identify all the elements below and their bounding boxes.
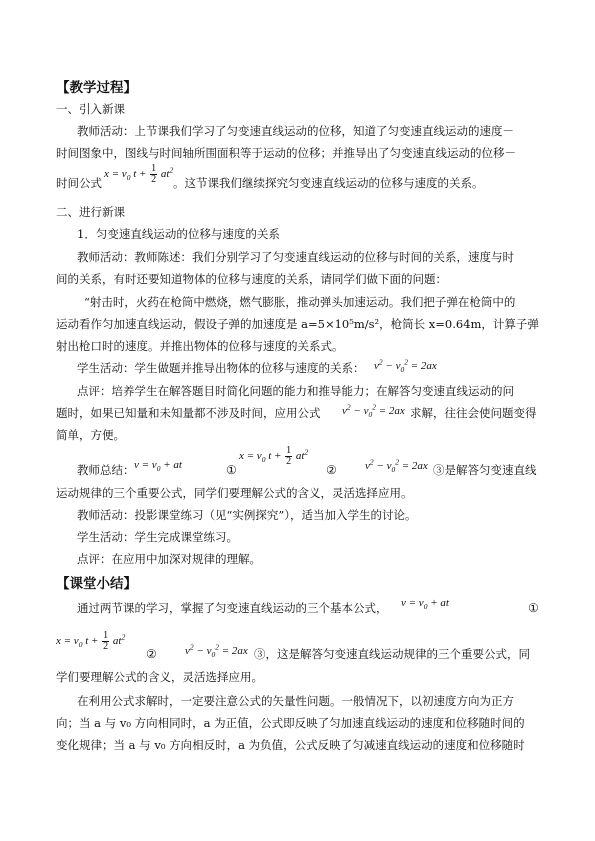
intro-line-3-prefix: 时间公式 (56, 176, 102, 190)
formula-displacement-time: $x = v_0$ t + $\frac{1}{2}$ $at^2$ (104, 163, 174, 185)
intro-line-3-suffix: 。这节课我们继续探究匀变速直线运动的位移与速度的关系。 (173, 176, 484, 190)
comment-line-2-prefix: 题时，如果已知量和未知量都不涉及时间，应用公式 (56, 406, 321, 420)
vector-line-1: 在利用公式求解时，一定要注意公式的矢量性问题。一般情况下，以初速度方向为正方 (77, 694, 514, 708)
teacher-activity-line-1: 教师活动：教师陈述：我们分别学习了匀变速直线运动的位移与时间的关系，速度与时 (77, 250, 514, 264)
formula-velocity-displacement-3: $v^2 - v_0^2 = 2ax$ (185, 642, 248, 660)
comment-line-3: 简单，方便。 (56, 428, 125, 442)
conclusion-mark-2: ② (146, 647, 157, 661)
formula-displacement-time-3: $x = v_0$ t + $\frac{1}{2}$ $at^2$ (56, 630, 126, 652)
formula-velocity-displacement: $v^2 - v_0^2 = 2ax$ (374, 357, 437, 375)
formula-velocity-time: $v = v_0$ + at (134, 459, 182, 474)
conclusion-line-2-suffix: ③，这是解答匀变速直线运动规律的三个重要公式，同 (254, 647, 530, 661)
conclusion-mark-1: ① (528, 601, 539, 615)
intro-line-1: 教师活动：上节课我们学习了匀变速直线运动的位移，知道了匀变速直线运动的速度－ (77, 124, 514, 138)
section-intro-title: 一、引入新课 (56, 102, 125, 116)
formula-mark-2: ② (326, 463, 337, 477)
student-activity-line: 学生活动：学生做题并推导出物体的位移与速度的关系： (77, 361, 365, 375)
conclusion-line-3: 学们要理解公式的含义，灵活选择应用。 (56, 670, 263, 684)
formula-displacement-time-2: $x = v_0$ t + $\frac{1}{2}$ $at^2$ (239, 445, 309, 467)
topic-title: 1．匀变速直线运动的位移与速度的关系 (77, 227, 280, 241)
formula-mark-1: ① (226, 463, 237, 477)
intro-line-2: 时间图象中，图线与时间轴所围面积等于运动的位移；并推导出了匀变速直线运动的位移－ (56, 146, 516, 160)
comment-line-2-suffix: 求解，往往会使问题变得 (410, 406, 537, 420)
vector-line-3: 变化规律；当 a 与 v₀ 方向相反时，a 为负值，公式反映了匀减速直线运动的速度和位移随时 (56, 738, 525, 752)
teacher-activity-line-2: 间的关系，有时还要知道物体的位移与速度的关系，请同学们做下面的问题： (56, 272, 447, 286)
heading-teaching-process: 【教学过程】 (56, 80, 137, 96)
formula-velocity-displacement-2: $v^2 - v_0^2 = 2ax$ (365, 457, 428, 475)
student-activity-2: 学生活动：学生完成课堂练习。 (77, 530, 238, 544)
problem-line-2: 运动看作匀加速直线运动，假设子弹的加速度是 a=5×10⁵m/s²，枪筒长 x=0.64m，计算子弹 (56, 317, 539, 331)
summary-line-2: 运动规律的三个重要公式，同学们要理解公式的含义，灵活选择应用。 (56, 486, 413, 500)
vector-line-2: 向；当 a 与 v₀ 方向相同时，a 为正值，公式即反映了匀加速直线运动的速度和位移随时间的 (56, 716, 525, 730)
summary-suffix: ③是解答匀变速直线 (433, 463, 537, 477)
fraction-half: $\frac{1}{2}$ (151, 163, 157, 185)
comment-line-1: 点评：培养学生在解答题目时简化问题的能力和推导能力；在解答匀变速直线运动的问 (77, 384, 514, 398)
problem-line-3: 射出枪口时的速度。并推出物体的位移与速度的关系式。 (56, 339, 344, 353)
formula-velocity-time-2: $v = v_0$ + at (401, 597, 449, 612)
formula-velocity-displacement-inline: $v^2 - v_0^2 = 2ax$ (342, 402, 405, 420)
problem-line-1: “射击时，火药在枪筒中燃烧，燃气膨胀，推动弹头加速运动。我们把子弹在枪筒中的 (84, 295, 516, 309)
teacher-activity-2: 教师活动：投影课堂练习（见“实例探究”），适当加入学生的讨论。 (77, 508, 417, 522)
summary-prefix: 教师总结： (77, 463, 135, 477)
conclusion-line-1: 通过两节课的学习，掌握了匀变速直线运动的三个基本公式， (77, 601, 388, 615)
section-new-lesson-title: 二、进行新课 (56, 205, 125, 219)
comment-2: 点评：在应用中加深对规律的理解。 (77, 552, 261, 566)
heading-class-summary: 【课堂小结】 (56, 576, 137, 592)
